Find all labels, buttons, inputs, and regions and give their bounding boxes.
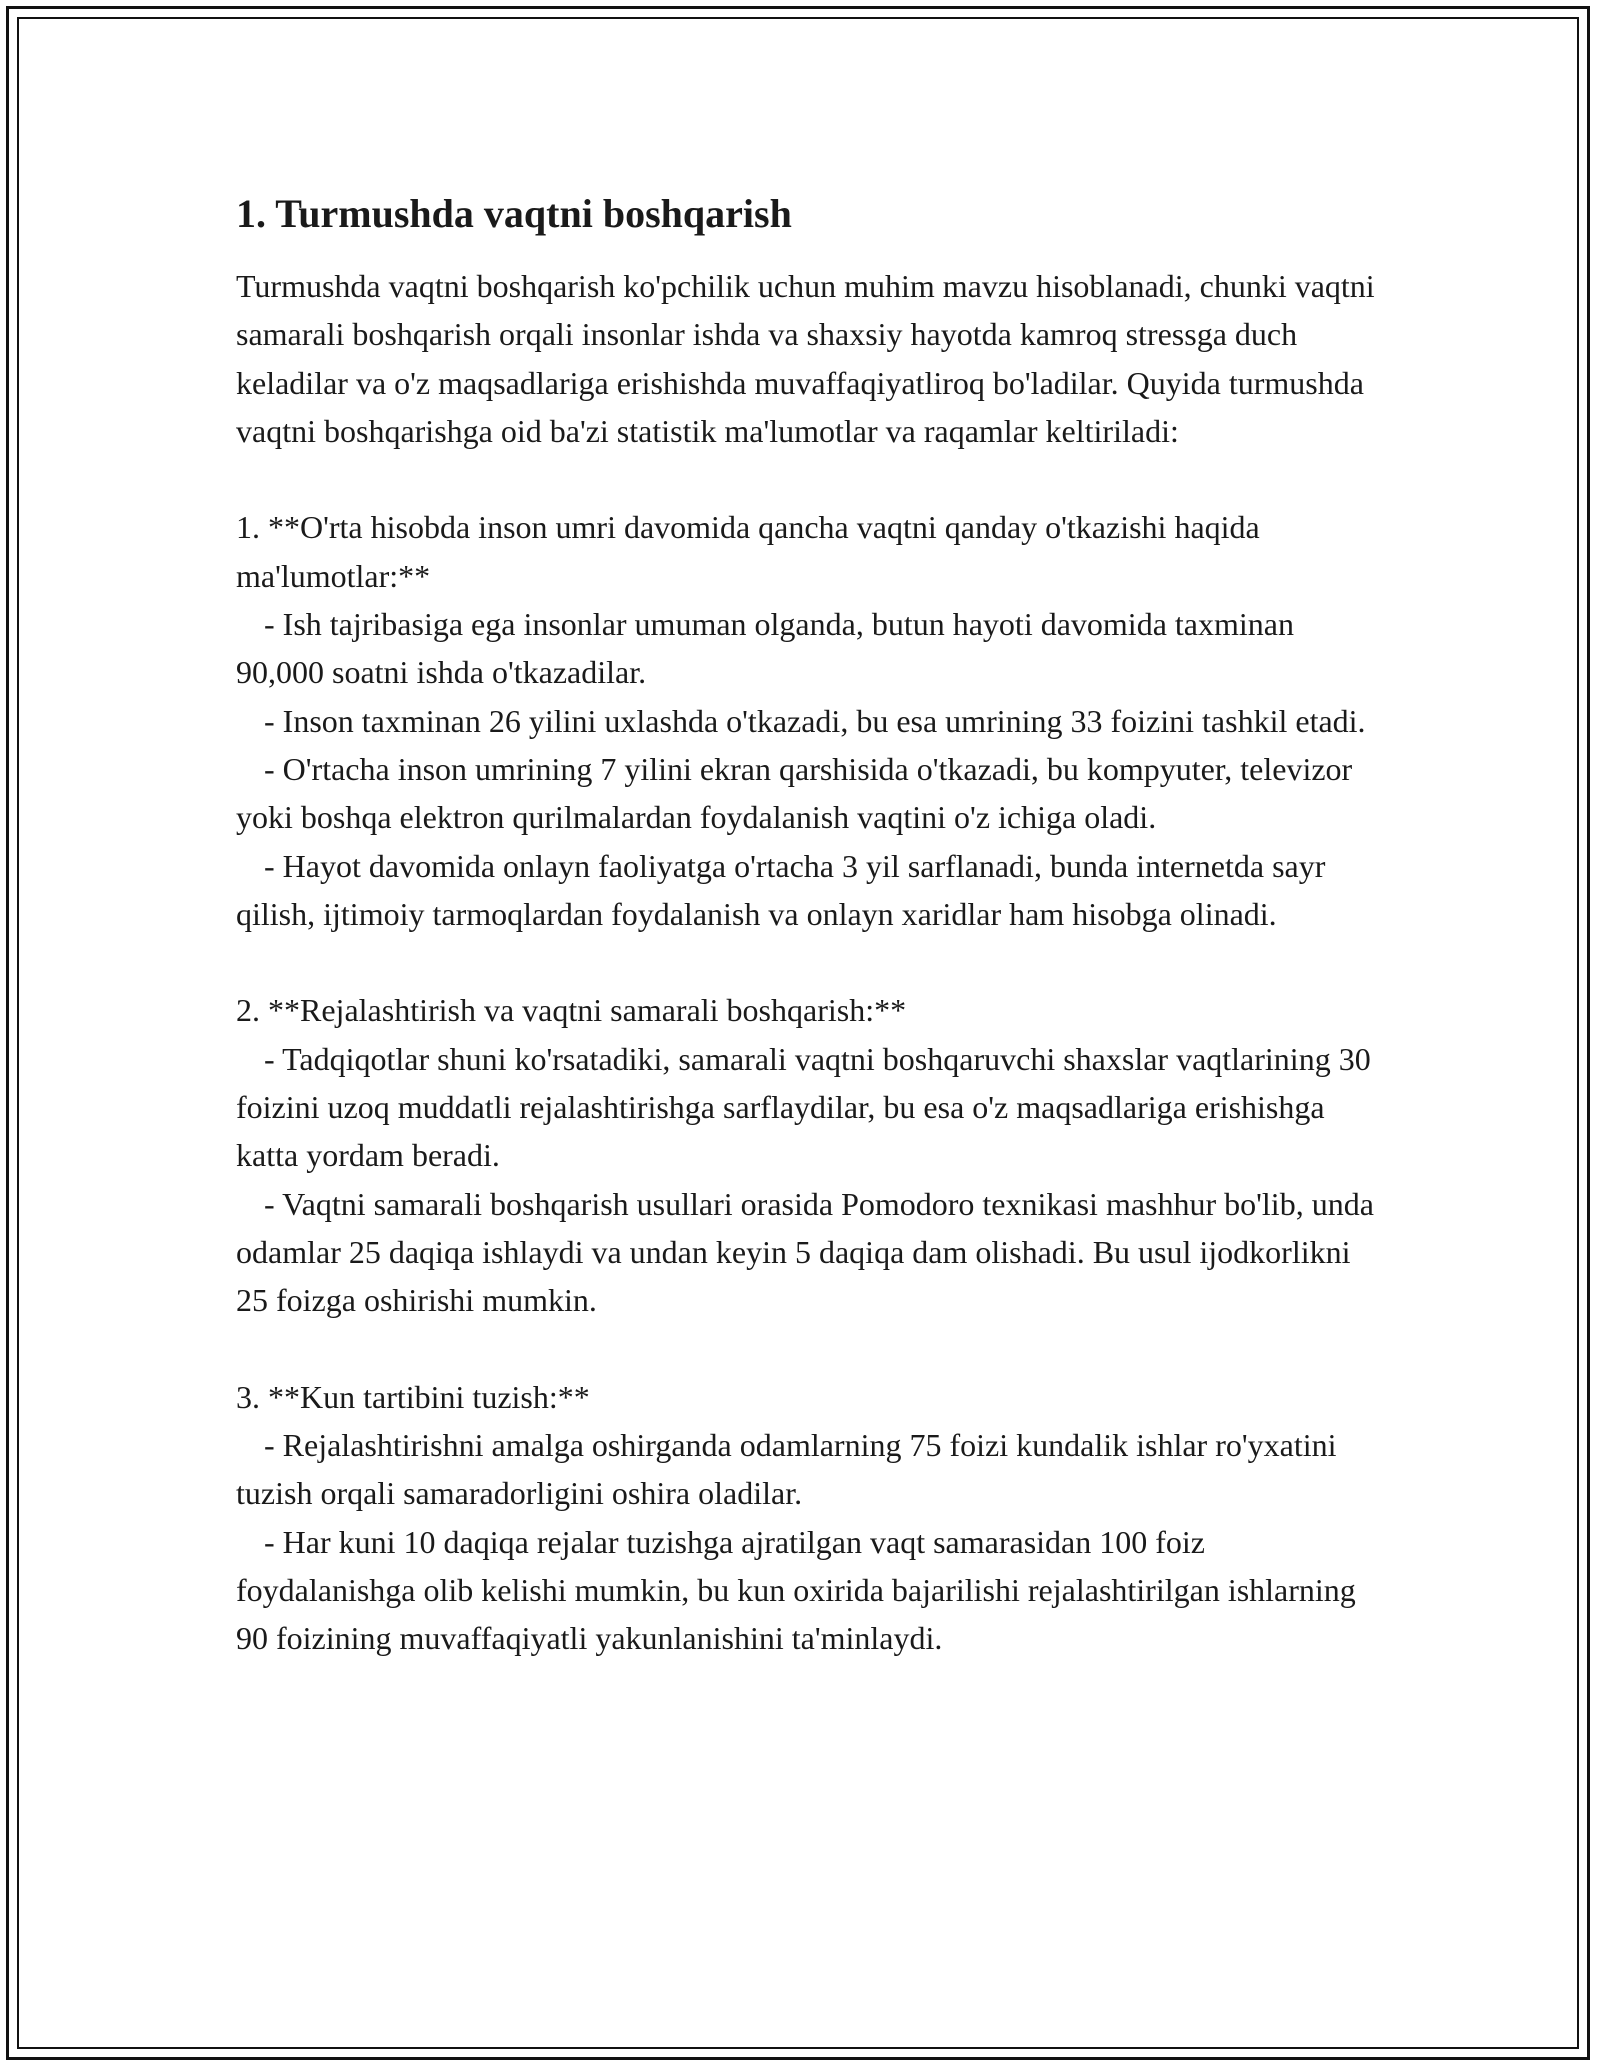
section-3 xyxy=(236,1373,1376,1663)
section-2 xyxy=(236,986,1376,1324)
section-heading: 1. **O'rta hisobda inson umri davomida qancha vaqtni qanday o'tkazishi haqida ma'lumotlar:** xyxy=(236,509,1260,594)
list-item: - O'rtacha inson umrining 7 yilini ekran qarshisida o'tkazadi, bu kompyuter, televizor yoki boshqa elektron qurilmalardan foydalanish vaqtini o'z ichiga oladi. xyxy=(236,750,1353,836)
list-item: - Har kuni 10 daqiqa rejalar tuzishga ajratilgan vaqt samarasidan 100 foiz foydalanishga olib kelishi mumkin, bu kun oxirida bajarilishi rejalashtirilgan ishlarning 90 foizining muvaffaqiyatli yakunlanishini ta'minlaydi. xyxy=(236,1523,1356,1657)
list-item: - Rejalashtirishni amalga oshirganda odamlarning 75 foizi kundalik ishlar ro'yxatini tuzish orqali samaradorligini oshira oladilar. xyxy=(236,1427,1337,1512)
page-title: 1. Turmushda vaqtni boshqarish xyxy=(236,191,792,236)
section-heading: 2. **Rejalashtirish va vaqtni samarali boshqarish:** xyxy=(236,992,907,1029)
section-1 xyxy=(236,503,1376,938)
intro-paragraph: Turmushda vaqtni boshqarish ko'pchilik uchun muhim mavzu hisoblanadi, chunki vaqtni samarali boshqarish orqali insonlar ishda va shaxsiy hayotda kamroq stressga duch keladilar va o'z maqsadlariga erishishda muvaffaqiyatliroq bo'ladilar. Quyida turmushda vaqtni boshqarishga oid ba'zi statistik ma'lumotlar va raqamlar keltiriladi: xyxy=(236,268,1375,449)
list-item: - Inson taxminan 26 yilini uxlashda o'tkazadi, bu esa umrining 33 foizini tashkil etadi. xyxy=(264,702,1366,739)
list-item: - Vaqtni samarali boshqarish usullari orasida Pomodoro texnikasi mashhur bo'lib, unda odamlar 25 daqiqa ishlaydi va undan keyin 5 daqiqa dam olishadi. Bu usul ijodkorlikni 25 foizga oshirishi mumkin. xyxy=(236,1185,1374,1319)
list-item: - Ish tajribasiga ega insonlar umuman olganda, butun hayoti davomida taxminan 90,000 soatni ishda o'tkazadilar. xyxy=(236,606,1294,691)
list-item: - Hayot davomida onlayn faoliyatga o'rtacha 3 yil sarflanadi, bunda internetda sayr qilish, ijtimoiy tarmoqlardan foydalanish va onlayn xaridlar ham hisobga olinadi. xyxy=(236,847,1326,932)
document-body xyxy=(236,186,1376,1711)
section-heading: 3. **Kun tartibini tuzish:** xyxy=(236,1378,590,1415)
list-item: - Tadqiqotlar shuni ko'rsatadiki, samarali vaqtni boshqaruvchi shaxslar vaqtlarining 30 foizini uzoq muddatli rejalashtirishga sarflaydilar, bu esa o'z maqsadlariga erishishga katta yordam beradi. xyxy=(236,1040,1371,1174)
